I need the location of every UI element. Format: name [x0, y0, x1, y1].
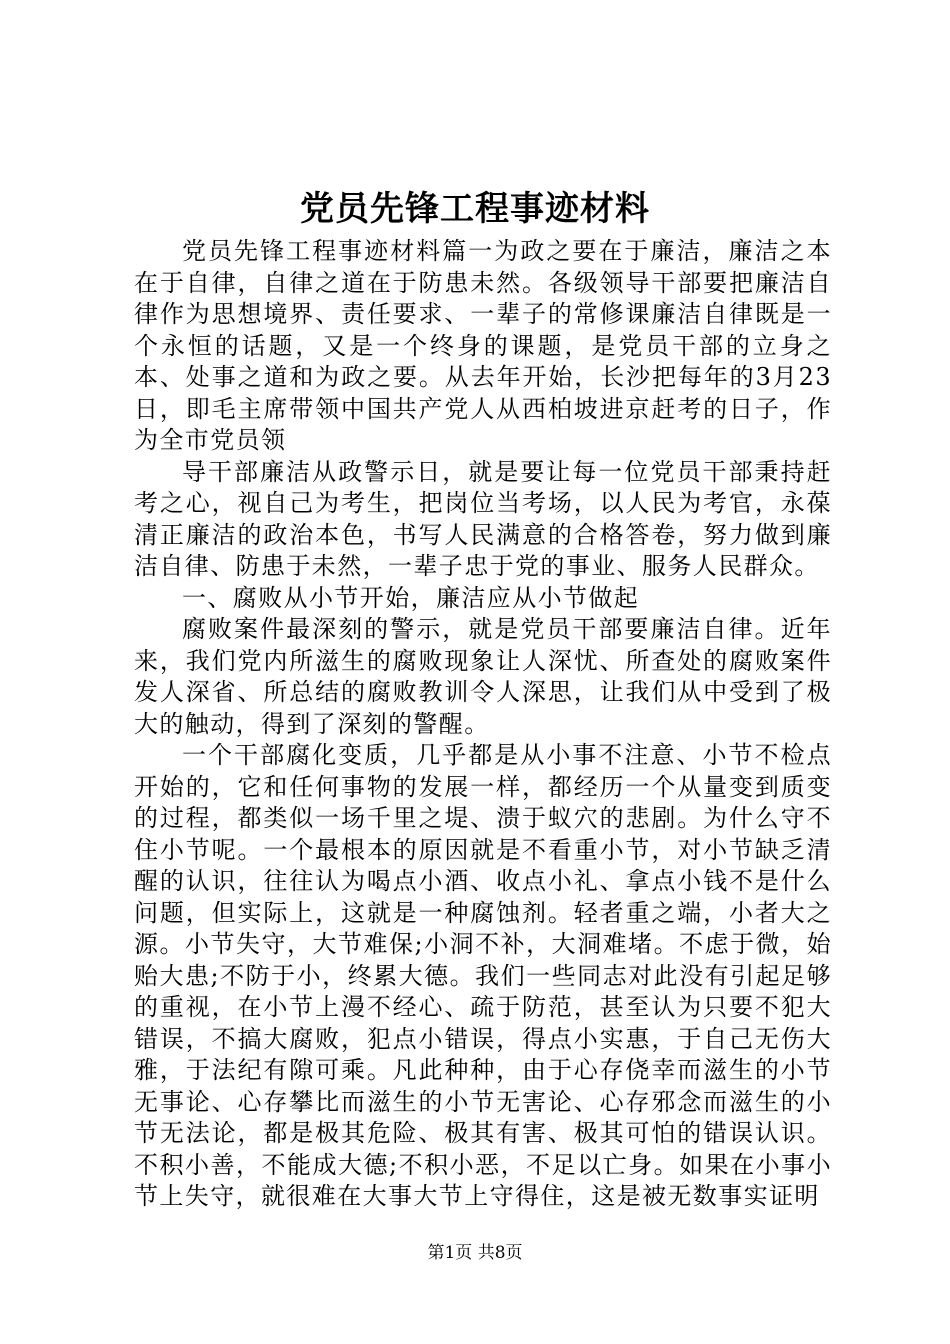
page-number-footer: 第1页 共8页 — [427, 1243, 523, 1263]
document-title: 党员先锋工程事迹材料 — [300, 189, 650, 229]
paragraph: 党员先锋工程事迹材料篇一为政之要在于廉洁，廉洁之本在于自律，自律之道在于防患未然。各级领导干部要把廉洁自律作为思想境界、责任要求、一辈子的常修课廉洁自律既是一个永恒的话题，又是一个终身的课题，是党员干部的立身之本、处事之道和为政之要。从去年开始，长沙把每年的3月23日，即毛主席带领中国共产党人从西柏坡进京赶考的日子，作为全市党员领 — [134, 237, 832, 454]
paragraph: 导干部廉洁从政警示日，就是要让每一位党员干部秉持赶考之心，视自己为考生，把岗位当考场，以人民为考官，永葆清正廉洁的政治本色，书写人民满意的合格答卷，努力做到廉洁自律、防患于未然，一辈子忠于党的事业、服务人民群众。 — [134, 457, 832, 580]
paragraph: 一个干部腐化变质，几乎都是从小事不注意、小节不检点开始的，它和任何事物的发展一样，都经历一个从量变到质变的过程，都类似一场千里之堤、溃于蚁穴的悲剧。为什么守不住小节呢。一个最根本的原因就是不看重小节，对小节缺乏清醒的认识，往往认为喝点小酒、收点小礼、拿点小钱不是什么问题，但实际上，这就是一种腐蚀剂。轻者重之端，小者大之源。小节失守，大节难保;小洞不补，大洞难堵。不虑于微，始贻大患;不防于小，终累大德。我们一些同志对此没有引起足够的重视，在小节上漫不经心、疏于防范，甚至认为只要不犯大错误，不搞大腐败，犯点小错误，得点小实惠，于自己无伤大雅，于法纪有隙可乘。凡此种种，由于心存侥幸而滋生的小节无事论、心存攀比而滋生的小节无害论、心存邪念而滋生的小节无法论，都是极其危险、极其有害、极其可怕的错误认识。不积小善，不能成大德;不积小恶，不足以亡身。如果在小事小节上失守，就很难在大事大节上守得住，这是被无数事实证明 — [134, 741, 832, 1210]
document-body — [134, 236, 832, 1213]
paragraph: 腐败案件最深刻的警示，就是党员干部要廉洁自律。近年来，我们党内所滋生的腐败现象让人深忧、所查处的腐败案件发人深省、所总结的腐败教训令人深思，让我们从中受到了极大的触动，得到了深刻的警醒。 — [134, 615, 832, 738]
section-heading: 一、腐败从小节开始，廉洁应从小节做起 — [182, 583, 640, 612]
